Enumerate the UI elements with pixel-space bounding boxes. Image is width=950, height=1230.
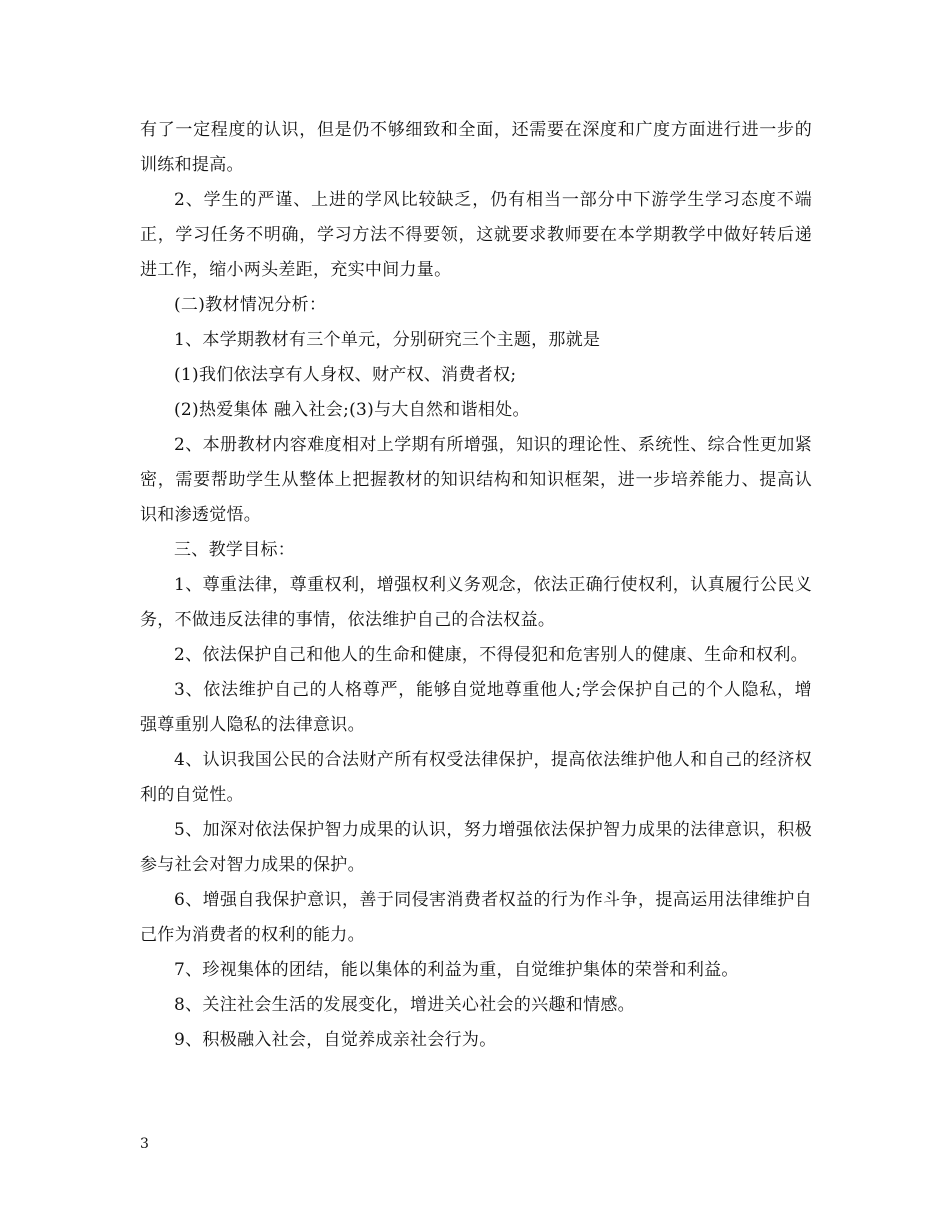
paragraph-unit-2-3: (2)热爱集体 融入社会;(3)与大自然和谐相处。 xyxy=(174,400,530,420)
paragraph-textbook-units: 1、本学期教材有三个单元，分别研究三个主题，那就是 xyxy=(174,330,601,350)
goal-item-8: 8、关注社会生活的发展变化，增进关心社会的兴趣和情感。 xyxy=(174,995,635,1015)
page-number: 3 xyxy=(140,1136,149,1152)
section-heading-textbook-analysis: (二)教材情况分析： xyxy=(174,295,327,315)
goal-item-3: 3、依法维护自己的人格尊严，能够自觉地尊重他人;学会保护自己的个人隐私，增强尊重别人隐私的法律意识。 xyxy=(140,680,812,735)
body-text xyxy=(140,113,812,1058)
paragraph-continuation: 有了一定程度的认识，但是仍不够细致和全面，还需要在深度和广度方面进行进一步的训练和提高。 xyxy=(140,120,812,175)
goal-item-7: 7、珍视集体的团结，能以集体的利益为重，自觉维护集体的荣誉和利益。 xyxy=(174,960,739,980)
goal-item-2: 2、依法保护自己和他人的生命和健康，不得侵犯和危害别人的健康、生命和权利。 xyxy=(174,645,808,665)
paragraph-unit-1: (1)我们依法享有人身权、财产权、消费者权; xyxy=(174,365,517,385)
section-heading-teaching-goals: 三、教学目标： xyxy=(174,540,296,560)
goal-item-6: 6、增强自我保护意识，善于同侵害消费者权益的行为作斗争，提高运用法律维护自己作为消费者的权利的能力。 xyxy=(140,890,812,945)
goal-item-9: 9、积极融入社会，自觉养成亲社会行为。 xyxy=(174,1030,497,1050)
goal-item-1: 1、尊重法律，尊重权利，增强权利义务观念，依法正确行使权利，认真履行公民义务，不做违反法律的事情，依法维护自己的合法权益。 xyxy=(140,575,812,630)
paragraph-textbook-difficulty: 2、本册教材内容难度相对上学期有所增强，知识的理论性、系统性、综合性更加紧密，需要帮助学生从整体上把握教材的知识结构和知识框架，进一步培养能力、提高认识和渗透觉悟。 xyxy=(140,435,812,525)
goal-item-4: 4、认识我国公民的合法财产所有权受法律保护，提高依法维护他人和自己的经济权利的自觉性。 xyxy=(140,750,812,805)
paragraph-student-attitude: 2、学生的严谨、上进的学风比较缺乏，仍有相当一部分中下游学生学习态度不端正，学习任务不明确，学习方法不得要领，这就要求教师要在本学期教学中做好转后递进工作，缩小两头差距，充实中间力量。 xyxy=(140,190,812,280)
goal-item-5: 5、加深对依法保护智力成果的认识，努力增强依法保护智力成果的法律意识，积极参与社会对智力成果的保护。 xyxy=(140,820,812,875)
